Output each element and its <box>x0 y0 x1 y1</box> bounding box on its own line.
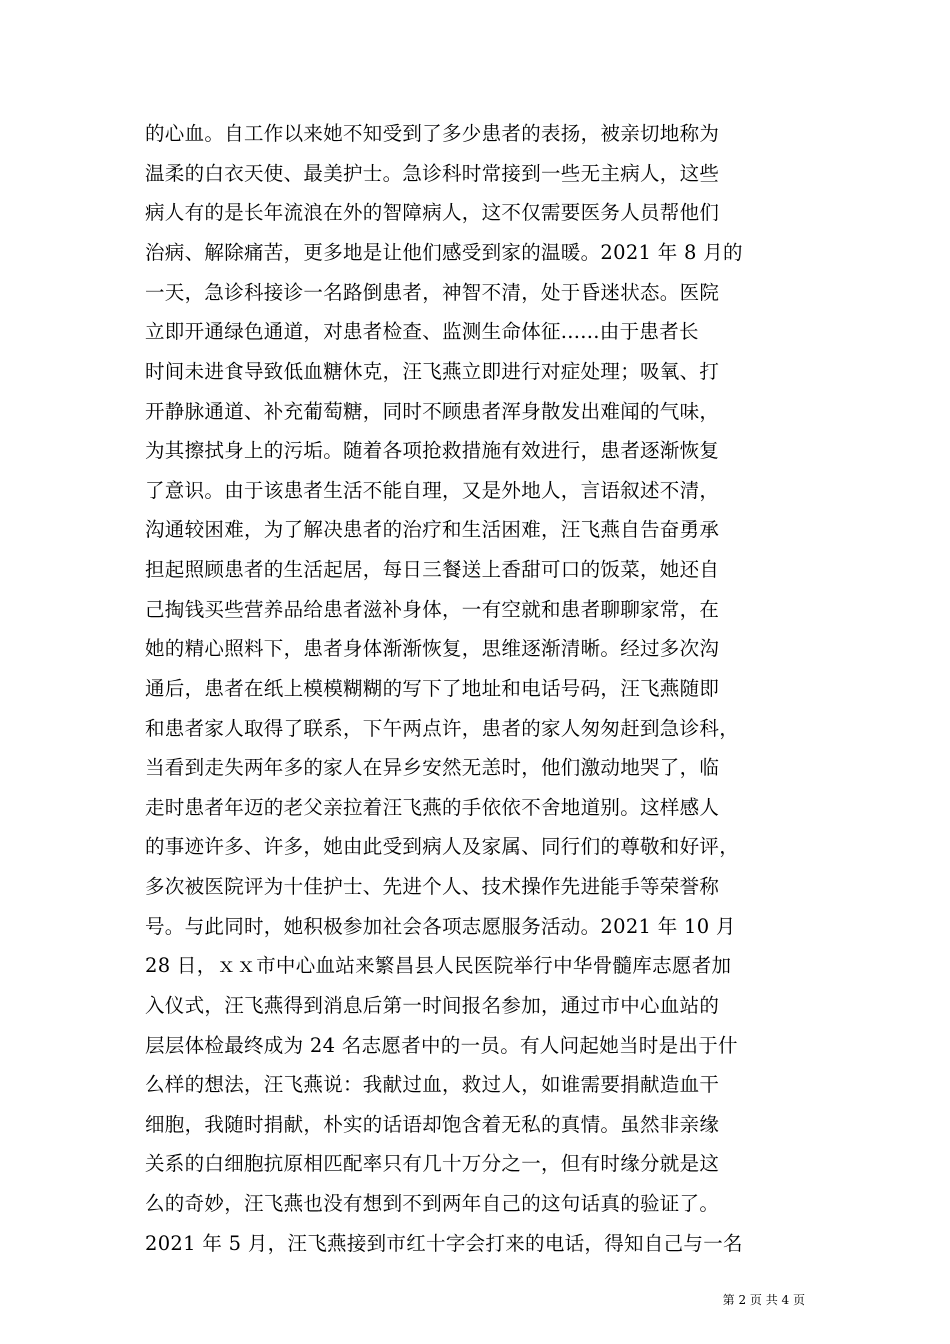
text-line: 走时患者年迈的老父亲拉着汪飞燕的手依依不舍地道别。这样感人 <box>145 796 720 819</box>
text-line: 了意识。由于该患者生活不能自理，又是外地人，言语叙述不清， <box>145 479 720 502</box>
text-line: 开静脉通道、补充葡萄糖，同时不顾患者浑身散发出难闻的气味， <box>145 400 720 423</box>
text-line: 为其擦拭身上的污垢。随着各项抢救措施有效进行，患者逐渐恢复 <box>145 439 720 462</box>
text-line: 担起照顾患者的生活起居，每日三餐送上香甜可口的饭菜，她还自 <box>145 558 720 581</box>
text-line: 层层体检最终成为 24 名志愿者中的一员。有人问起她当时是出于什 <box>145 1034 738 1057</box>
text-line: 多次被医院评为十佳护士、先进个人、技术操作先进能手等荣誉称 <box>145 875 720 898</box>
text-line: 治病、解除痛苦，更多地是让他们感受到家的温暖。2021 年 8 月的 <box>145 241 743 264</box>
text-line: 时间未进食导致低血糖休克，汪飞燕立即进行对症处理；吸氧、打 <box>145 360 720 383</box>
text-line: 么样的想法，汪飞燕说：我献过血，救过人，如谁需要捐献造血干 <box>145 1073 720 1096</box>
text-line: 关系的白细胞抗原相匹配率只有几十万分之一，但有时缘分就是这 <box>145 1152 720 1175</box>
text-line: 当看到走失两年多的家人在异乡安然无恙时，他们激动地哭了，临 <box>145 756 720 779</box>
text-line: 2021 年 5 月，汪飞燕接到市红十字会打来的电话，得知自己与一名 <box>145 1232 743 1255</box>
text-line: 28 日，ｘｘ市中心血站来繁昌县人民医院举行中华骨髓库志愿者加 <box>145 954 732 977</box>
page-footer <box>0 1292 950 1312</box>
text-line: 她的精心照料下，患者身体渐渐恢复，思维逐渐清晰。经过多次沟 <box>145 637 720 660</box>
text-line: 细胞，我随时捐献，朴实的话语却饱含着无私的真情。虽然非亲缘 <box>145 1113 720 1136</box>
text-line: 号。与此同时，她积极参加社会各项志愿服务活动。2021 年 10 月 <box>145 915 736 938</box>
text-line: 和患者家人取得了联系，下午两点许，患者的家人匆匆赶到急诊科， <box>145 717 740 740</box>
page-number: 第 2 页 共 4 页 <box>722 1293 805 1307</box>
text-line: 己掏钱买些营养品给患者滋补身体，一有空就和患者聊聊家常，在 <box>145 598 720 621</box>
text-line: 通后，患者在纸上模模糊糊的写下了地址和电话号码，汪飞燕随即 <box>145 677 720 700</box>
text-line: 的事迹许多、许多，她由此受到病人及家属、同行们的尊敬和好评， <box>145 835 740 858</box>
text-line: 立即开通绿色通道，对患者检查、监测生命体征......由于患者长 <box>145 320 699 343</box>
text-line: 温柔的白衣天使、最美护士。急诊科时常接到一些无主病人，这些 <box>145 162 720 185</box>
text-line: 一天，急诊科接诊一名路倒患者，神智不清，处于昏迷状态。医院 <box>145 281 720 304</box>
text-line: 入仪式，汪飞燕得到消息后第一时间报名参加，通过市中心血站的 <box>145 994 720 1017</box>
text-line: 沟通较困难，为了解决患者的治疗和生活困难，汪飞燕自告奋勇承 <box>145 518 720 541</box>
text-line: 的心血。自工作以来她不知受到了多少患者的表扬，被亲切地称为 <box>145 122 720 145</box>
text-line: 病人有的是长年流浪在外的智障病人，这不仅需要医务人员帮他们 <box>145 201 720 224</box>
text-line: 么的奇妙，汪飞燕也没有想到不到两年自己的这句话真的验证了。 <box>145 1192 720 1215</box>
